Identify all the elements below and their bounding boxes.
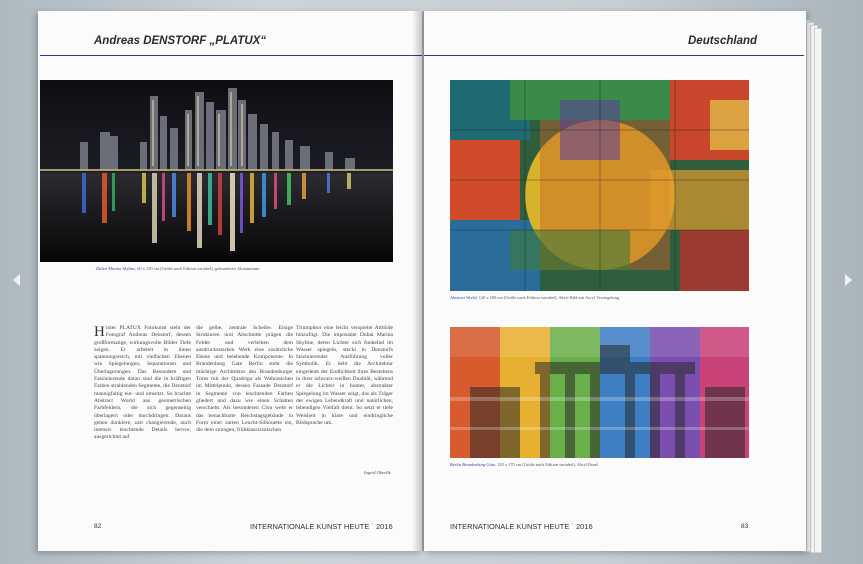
dubai-caption-title: Dubai Marina Skyline, — [96, 266, 137, 271]
magazine-spread — [30, 8, 840, 553]
header-rule — [424, 55, 804, 56]
dubai-skyline-photo — [40, 80, 393, 262]
author-signature: Ingrid Oberlik — [364, 470, 391, 475]
page-edge — [814, 28, 822, 553]
chevron-right-icon — [844, 274, 852, 286]
right-page-number: 83 — [741, 523, 749, 530]
dubai-caption — [96, 266, 259, 271]
column-3-text: Triumphtor eine leicht verspielte Attitüde hinzufügt. Die imposante Dubai Marina Skyline, deren Lichter sich funkelnd im Wasser spiegeln, steckt in Denstorfs faszinierender Ausführung voller Symbolik. Er hebt die Architektur eingedenk der Endlichkeit ihres Bestehens in ihrer schwarz-weißen Dualität, während er die Lichter in bunter, abstrakter Spiegelung im Wasser zeigt, das als Träger der ewigen Lebendkraft und natürlichen, lebendigen Vielfalt dient. So setzt er tiefe Weisheit in klare und eindringliche Bildsprache um. — [296, 325, 393, 426]
column-2-text: die gelbe, zentrale Scheibe. Einige Strukturen und Abschnitte prägen die Felder und verleihen dem ausdrucksstarken Werk eine zusätzliche Ebene und belebende Komponente. In Brandenburg Gate Berlin steht die mächtige Architektur des Brandenburger Tores mit der Quadriga als Wahrzeichen im Mittelpunkt, dessen Fassade Denstorf in Segmente von leuchtenden Farben gliedert und dazu wie einen Schatten verschiebt. Als besonderen Clou webt er das benachbarte Reichstagsgebäude in Form einer zarten Leucht-Silhouette ein, die dem strengen, frühklassizistischen — [196, 325, 293, 434]
brandenburg-caption — [450, 462, 598, 467]
text-column-3 — [296, 325, 393, 427]
column-1-text: inter PLATUX Fotokunst steht der Fotograf Andreas Denstorf, dessen großformatige, wirkungsvolle Bilder Tiefe zeigen. Er arbeitet in ihnen spannungsreich, mit vielfachen Ebenen wie Spiegelungen, Separationen und Überlagerungen. Das Besondere und Faszinierende daran sind die in kräftigen Farben strahlenden Segmente, die Denstorf mannigfaltig ein- und umsetzt. So brachte Abstract World aus geometrischen Farbfeldern, die sich gegenseitig überlagern oder durchdringen. Daraus gehen dunklere, zart changierende, auch intensiv leuchtende Details hervor, ausgerichtet auf — [94, 325, 191, 441]
abstract-caption-title: Abstract World, — [450, 295, 478, 300]
abstract-world-artwork — [450, 80, 749, 291]
left-header: Andreas DENSTORF „PLATUX“ — [94, 35, 267, 47]
drop-cap: H — [94, 324, 105, 340]
text-column-2 — [196, 325, 293, 434]
text-column-1 — [94, 325, 191, 442]
brandenburg-caption-title: Berlin Brandenburg Gate, — [450, 462, 497, 467]
header-rule — [40, 55, 422, 56]
left-page-number: 82 — [94, 523, 102, 530]
next-page-button[interactable] — [841, 266, 855, 294]
brandenburg-caption-details: 120 x 170 cm (Größe nach Edition variabel), Akryl Panel — [496, 462, 598, 467]
right-page[interactable] — [424, 11, 806, 551]
previous-page-button[interactable] — [10, 266, 24, 294]
right-header: Deutschland — [688, 35, 758, 47]
chevron-left-icon — [13, 274, 21, 286]
abstract-world-caption — [450, 295, 619, 300]
left-footer: INTERNATIONALE KUNST HEUTE ˙ 2016 — [250, 522, 393, 531]
brandenburg-gate-artwork — [450, 327, 749, 458]
dubai-caption-details: 60 x 150 cm (Größe nach Edition variabel), gelmatterter Alumiunium — [136, 266, 260, 271]
left-page[interactable] — [38, 11, 422, 551]
abstract-caption-details: 120 x 180 cm (Größe nach Edition variabel), Akryl Bild mit Acryl Versiegelung — [477, 295, 620, 300]
right-footer: INTERNATIONALE KUNST HEUTE ˙ 2016 — [450, 522, 593, 531]
